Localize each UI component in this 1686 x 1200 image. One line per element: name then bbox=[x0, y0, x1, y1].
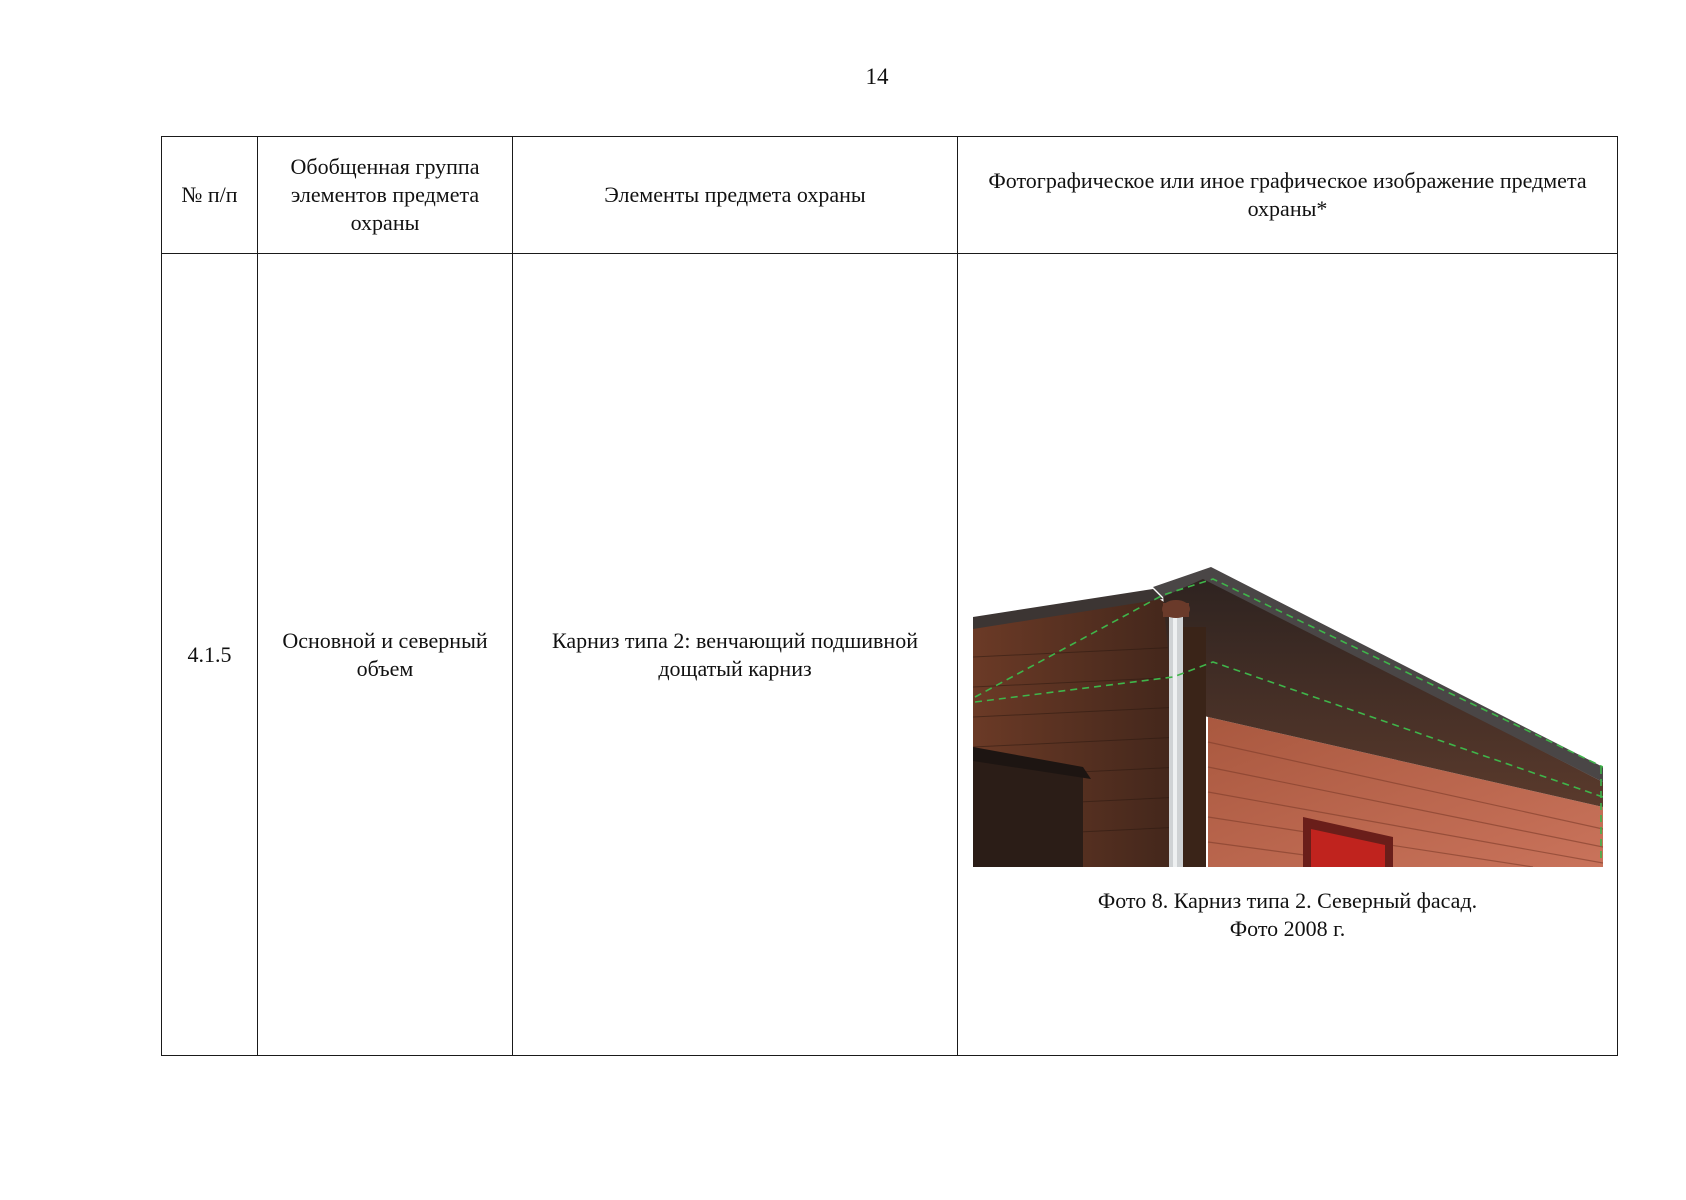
table-row bbox=[162, 254, 1618, 1056]
header-elements: Элементы предмета охраны bbox=[513, 137, 958, 254]
cell-photo bbox=[958, 254, 1618, 1056]
protection-subject-table bbox=[161, 136, 1618, 1056]
cell-number: 4.1.5 bbox=[162, 254, 258, 1056]
photo-block bbox=[973, 567, 1603, 943]
header-image: Фотографическое или иное графическое изображение предмета охраны* bbox=[958, 137, 1618, 254]
cornice-photo bbox=[973, 567, 1603, 867]
cell-group: Основной и северный объем bbox=[258, 254, 513, 1056]
cell-element: Карниз типа 2: венчающий подшивной дощатый карниз bbox=[513, 254, 958, 1056]
photo-caption-line-1: Фото 8. Карниз типа 2. Северный фасад. bbox=[1097, 887, 1478, 913]
header-group: Обобщенная группа элементов предмета охраны bbox=[258, 137, 513, 254]
table-header-row bbox=[162, 137, 1618, 254]
page-number: 14 bbox=[865, 64, 889, 89]
photo-caption bbox=[973, 887, 1603, 943]
photo-caption-line-2: Фото 2008 г. bbox=[1229, 915, 1346, 941]
header-number: № п/п bbox=[162, 137, 258, 254]
